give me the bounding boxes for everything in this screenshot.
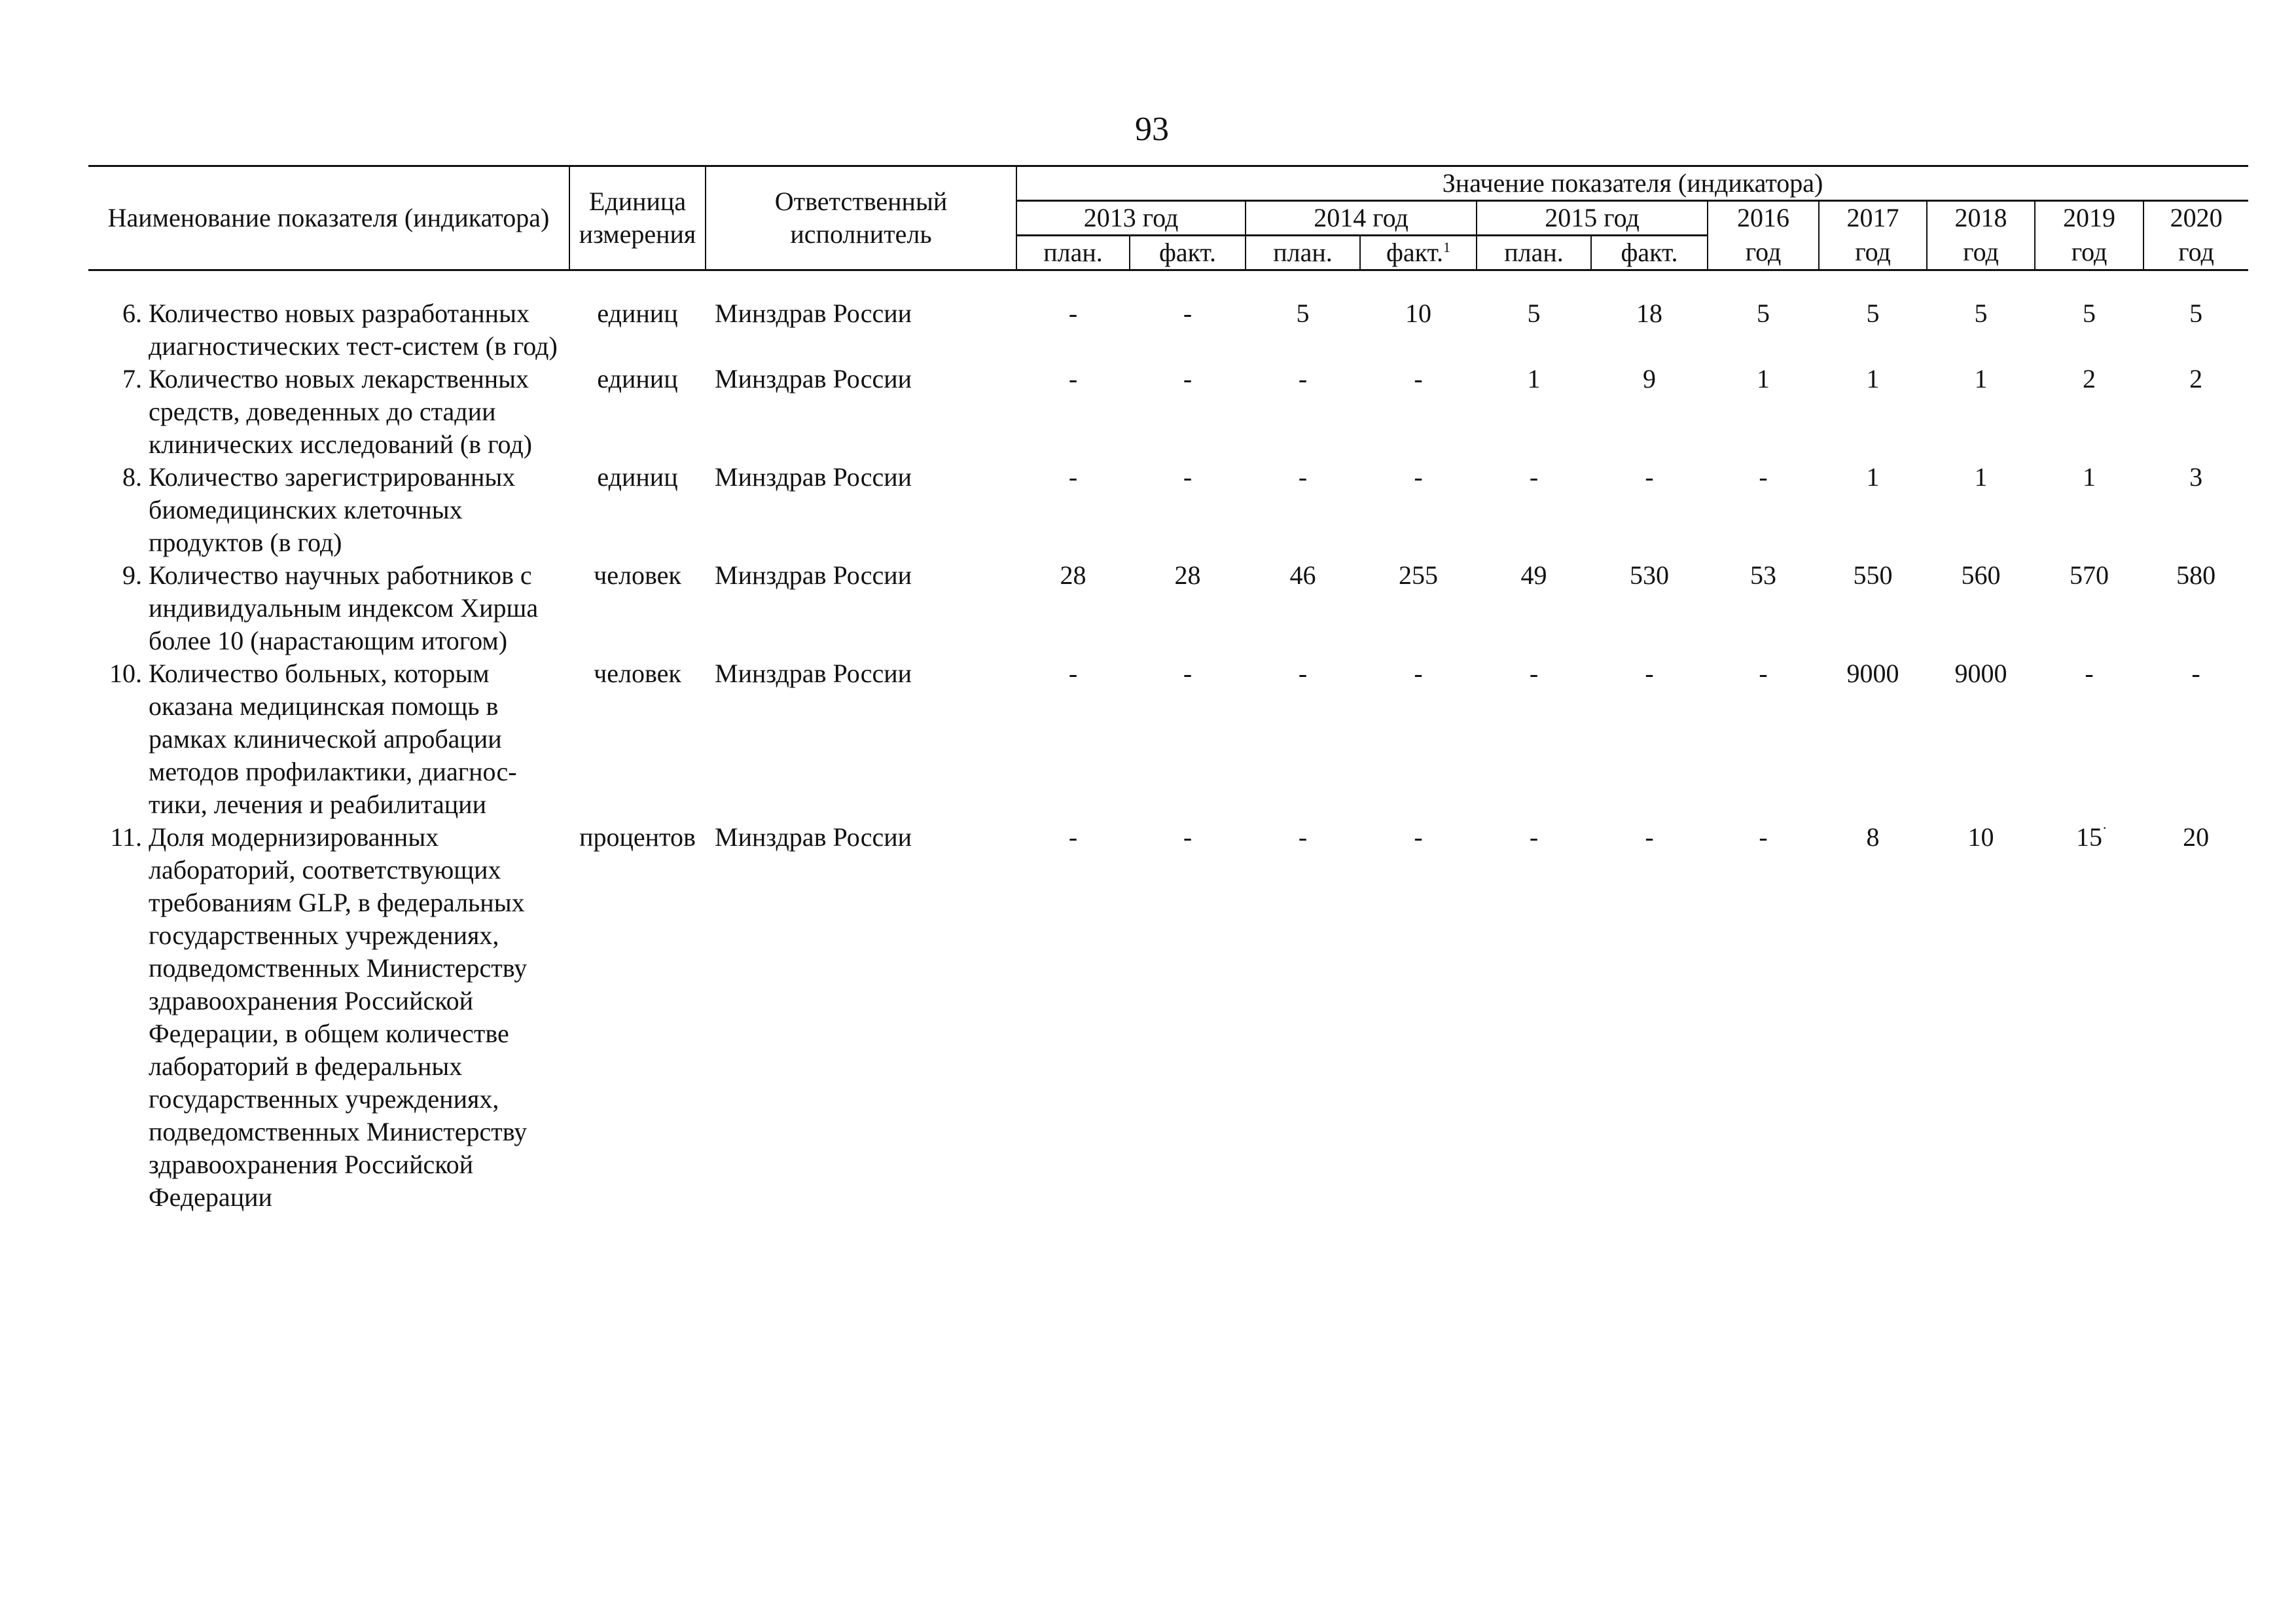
row-executor: Минздрав России	[715, 364, 912, 393]
row-value: -	[1183, 299, 1193, 328]
row-indicator-cell	[88, 821, 569, 1214]
row-value: 28	[1174, 560, 1201, 590]
header-fact-2015: факт.	[1591, 236, 1708, 270]
page-number: 93	[1135, 111, 1169, 148]
row-value: 5	[1757, 299, 1770, 328]
row-number: 8.	[122, 462, 142, 492]
row-indicator-cell	[88, 363, 569, 461]
row-value: -	[1529, 659, 1539, 688]
row-number: 11.	[110, 822, 142, 852]
row-indicator-name: Количество новых лекарственных средств, доведенных до стадии клинических исследований (в год)	[149, 364, 532, 459]
row-value: -	[1414, 462, 1423, 492]
row-value: -	[1414, 659, 1423, 688]
header-unit: Единица измерения	[569, 166, 706, 270]
row-value: -	[1298, 462, 1308, 492]
row-value: -	[1068, 299, 1078, 328]
row-indicator-name: Количество новых разработанных диагностических тест-систем (в год)	[149, 299, 558, 361]
header-plan-2015: план.	[1477, 236, 1591, 270]
header-executor: Ответственный исполнитель	[706, 166, 1016, 270]
row-value: -	[1298, 659, 1308, 688]
header-fact-2014	[1360, 236, 1477, 270]
row-value: 9000	[1846, 659, 1899, 688]
table-row	[88, 559, 2248, 657]
row-value: 5	[1296, 299, 1310, 328]
row-value: -	[1068, 822, 1078, 852]
table-row	[88, 657, 2248, 821]
header-fact-2013: факт.	[1130, 236, 1246, 270]
header-body-spacer	[88, 270, 2248, 298]
row-value: 1	[1974, 462, 1988, 492]
row-value: -	[2191, 659, 2200, 688]
row-value: -	[1068, 659, 1078, 688]
row-value: 570	[2070, 560, 2109, 590]
row-value: 18	[1636, 299, 1662, 328]
row-value: 1	[1866, 364, 1880, 393]
header-year-2020: 2020	[2144, 201, 2248, 236]
row-value: 255	[1399, 560, 1438, 590]
row-value: 5	[2083, 299, 2096, 328]
row-indicator-name: Количество больных, которым оказана медицинская помощь в рамках клинической апробации методов профилактики, диагнос-тики, лечения и реабилитации	[149, 659, 517, 819]
header-plan-2014: план.	[1246, 236, 1360, 270]
row-number: 7.	[122, 364, 142, 393]
row-value: -	[1068, 364, 1078, 393]
table-row	[88, 461, 2248, 559]
table-row	[88, 363, 2248, 461]
row-value: 10	[1967, 822, 1994, 852]
row-value: -	[1529, 822, 1539, 852]
row-value: -	[1183, 659, 1193, 688]
row-value: 560	[1961, 560, 2001, 590]
header-fact-2014-label: факт.	[1386, 238, 1444, 267]
row-indicator-name: Доля модернизированных лабораторий, соответствующих требованиям GLP, в федеральных государственных учреждениях, подведомственных Министерству здравоохранения Российской Федерации, в общем количестве лабораторий в федеральных государственных учреждениях, подведомственных Министерству здравоохранения Российской Федерации	[149, 822, 528, 1212]
header-value-group: Значение показателя (индикатора)	[1016, 166, 2248, 201]
row-indicator-cell	[88, 297, 569, 363]
row-value: 49	[1520, 560, 1547, 590]
row-unit: человек	[594, 560, 681, 590]
row-value: 1	[1527, 364, 1541, 393]
row-value: 46	[1289, 560, 1316, 590]
table-rows	[88, 297, 2248, 1214]
header-god-2017: год	[1819, 236, 1927, 270]
row-value: 550	[1853, 560, 1893, 590]
header-name: Наименование показателя (индикатора)	[88, 166, 569, 270]
row-value: 5	[1527, 299, 1541, 328]
row-executor: Минздрав России	[715, 560, 912, 590]
row-executor: Минздрав России	[715, 299, 912, 328]
row-value: -	[1759, 462, 1768, 492]
header-plan-2013: план.	[1016, 236, 1130, 270]
row-value: 9	[1643, 364, 1656, 393]
row-indicator-name: Количество зарегистрированных биомедицинских клеточных продуктов (в год)	[149, 462, 516, 557]
footnote-mark: 1	[1443, 239, 1451, 255]
row-executor: Минздрав России	[715, 462, 912, 492]
header-god-2016: год	[1708, 236, 1819, 270]
header-year-2015: 2015 год	[1477, 201, 1708, 236]
table-body	[88, 270, 2248, 298]
row-value: -	[1183, 364, 1193, 393]
row-value: -	[1645, 659, 1654, 688]
row-value: -	[2085, 659, 2094, 688]
row-value: -	[1183, 462, 1193, 492]
row-executor: Минздрав России	[715, 822, 912, 852]
row-value: 1	[1866, 462, 1880, 492]
row-value: -	[1414, 822, 1423, 852]
scan-speck: ·	[2102, 820, 2108, 836]
header-year-2014: 2014 год	[1246, 201, 1477, 236]
row-value: 53	[1750, 560, 1776, 590]
header-year-2018: 2018	[1927, 201, 2035, 236]
row-value: 10	[1405, 299, 1431, 328]
table-row	[88, 821, 2248, 1214]
row-value: 530	[1630, 560, 1669, 590]
row-indicator-cell	[88, 461, 569, 559]
row-unit: единиц	[597, 364, 678, 393]
row-indicator-cell	[88, 657, 569, 821]
row-value: -	[1529, 462, 1539, 492]
row-unit: процентов	[579, 822, 696, 852]
header-year-2017: 2017	[1819, 201, 1927, 236]
row-value: 20	[2183, 822, 2210, 852]
row-unit: человек	[594, 659, 681, 688]
table-row	[88, 297, 2248, 363]
row-unit: единиц	[597, 299, 678, 328]
row-value: 1	[1974, 364, 1988, 393]
row-value: -	[1298, 364, 1308, 393]
indicators-table	[88, 165, 2248, 1214]
row-value: 5	[1974, 299, 1988, 328]
row-indicator-cell	[88, 559, 569, 657]
row-value: 28	[1060, 560, 1086, 590]
header-god-2020: год	[2144, 236, 2248, 270]
row-value: -	[1645, 462, 1654, 492]
row-value: -	[1068, 462, 1078, 492]
row-value: -	[1298, 822, 1308, 852]
row-value: 3	[2189, 462, 2203, 492]
row-number: 10.	[109, 659, 142, 688]
table-header	[88, 166, 2248, 270]
header-year-2019: 2019	[2035, 201, 2144, 236]
row-value: 2	[2083, 364, 2096, 393]
row-value: -	[1759, 659, 1768, 688]
row-value: 5	[2189, 299, 2203, 328]
row-executor: Минздрав России	[715, 659, 912, 688]
row-value: 5	[1866, 299, 1880, 328]
row-value: -	[1183, 822, 1193, 852]
header-year-2016: 2016	[1708, 201, 1819, 236]
row-value: -	[1414, 364, 1423, 393]
row-value: 1	[1757, 364, 1770, 393]
row-value: 15	[2076, 822, 2102, 852]
header-year-2013: 2013 год	[1016, 201, 1246, 236]
row-value: 8	[1866, 822, 1880, 852]
header-god-2019: год	[2035, 236, 2144, 270]
row-value: 580	[2176, 560, 2216, 590]
row-number: 6.	[122, 299, 142, 328]
row-value: 2	[2189, 364, 2203, 393]
row-value: -	[1645, 822, 1654, 852]
header-god-2018: год	[1927, 236, 2035, 270]
row-indicator-name: Количество научных работников с индивидуальным индексом Хирша более 10 (нарастающим итогом)	[149, 560, 539, 655]
row-number: 9.	[122, 560, 142, 590]
row-value: 9000	[1954, 659, 2007, 688]
row-unit: единиц	[597, 462, 678, 492]
row-value: 1	[2083, 462, 2096, 492]
row-value: -	[1759, 822, 1768, 852]
